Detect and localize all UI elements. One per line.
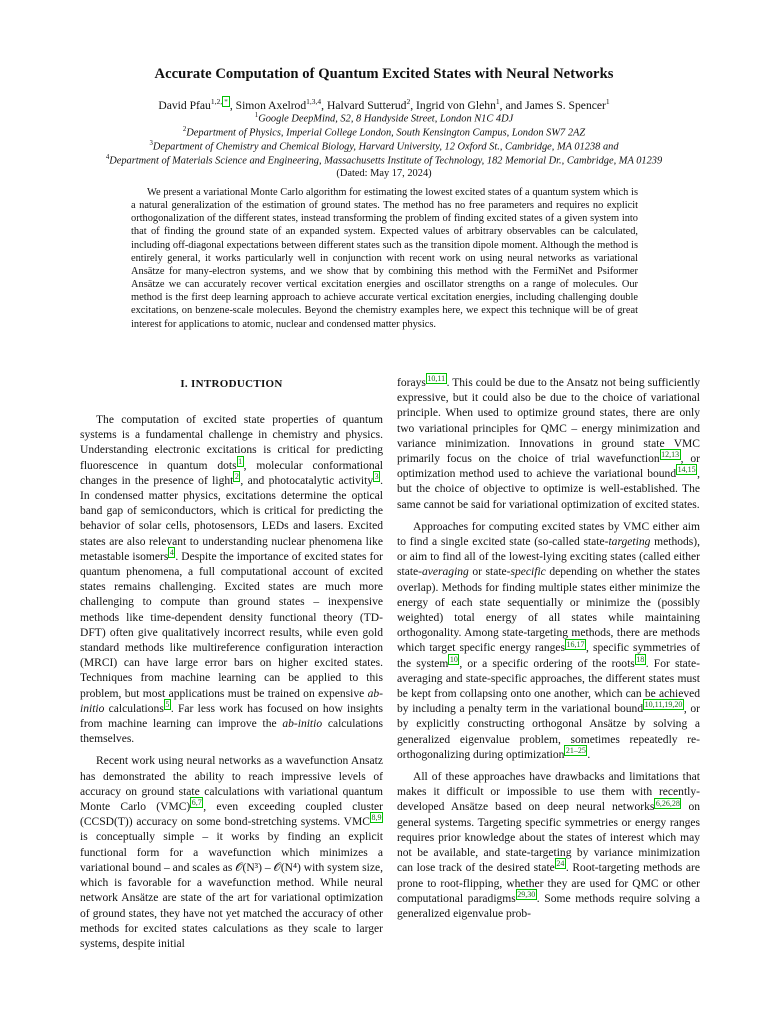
citation-link[interactable]: 1	[238, 456, 243, 466]
author-list	[0, 97, 768, 112]
citation-link[interactable]: 6,26,28	[655, 798, 680, 808]
citation-link[interactable]: 10	[449, 654, 458, 664]
abstract: We present a variational Monte Carlo algorithm for estimating the lowest excited states of a quantum system which is a natural generalization of the estimation of ground states. The method has no free parameters and requires no explicit orthogonalization of the different states, instead transforming the problem of finding excited states of a given system into that of finding the ground state of an expanded system. Expected values of arbitrary observables can be calculated, including off-diagonal expectations between different states such as the transition dipole moment. Although the method is entirely general, it works particularly well in conjunction with recent work on using neural networks as variational Ansätze for many-electron systems, and we show that by combining this method with the FermiNet and Psiformer Ansätze we can accurately recover vertical excitation energies and oscillator strengths on a range of molecules. Our method is the first deep learning approach to achieve accurate vertical excitation energies, including challenging double excitations, on benzene-scale molecules. Beyond the chemistry examples here, we expect this technique will be of great interest for applications to atomic, nuclear and condensed matter physics.	[131, 187, 638, 330]
author-affil-sup: 1	[605, 97, 610, 106]
citation-link[interactable]: 24	[556, 859, 565, 869]
citation-link[interactable]: 3	[374, 471, 379, 481]
author-affil-sup: 1,3,4	[306, 97, 322, 106]
author-affil-sup: 1,2,	[210, 97, 223, 106]
affiliation-text: Department of Chemistry and Chemical Biology, Harvard University, 12 Oxford St., Cambridge, MA 01238 and	[152, 141, 619, 153]
section-heading: I. INTRODUCTION	[180, 378, 283, 390]
author-name: David Pfau	[158, 98, 211, 112]
corresponding-author-link[interactable]: *	[224, 97, 228, 106]
citation-link[interactable]: 6,7	[191, 798, 202, 808]
citation-link[interactable]: 10,11,19,20	[644, 700, 683, 710]
affiliation-text: Department of Materials Science and Engineering, Massachusetts Institute of Technology, 182 Memorial Dr., Cambridge, MA 01239	[109, 155, 663, 167]
affiliation-number: 1	[254, 112, 259, 119]
author-affil-sup: 2	[406, 97, 411, 106]
citation-link[interactable]: 14,15	[677, 465, 696, 475]
paragraph: Approaches for computing excited states by VMC either aim to find a single excited state (so-called state-targeting methods), or aim to find all of the lowest-lying exciting states (called either state-averaging or state-specific depending on whether the states overlap). Methods for finding multiple states either minimize the energy of each state sequentially or minimize the (possibly weighted) total energy of all states while maintaining orthogonality. Among state-targeting methods, there are methods which target specific energy ranges $^{16,17}$ , specific symmetries of the system $^{10}$ , or a specific ordering of the roots $^{18}$ . For state-averaging and state-specific approaches, the different states must be kept from collapsing onto one another, which can be achieved by including a penalty term in the variational bound $^{10,11,19,20}$ , or by explicitly constructing orthogonal Ansätze by solving a generalized eigenvalue problem, sometimes repeatedly re-orthogonalizing during optimization $^{21-25}$ .	[397, 520, 700, 761]
paragraph: All of these approaches have drawbacks and limitations that makes it difficult or impossible to use them with recently-developed Ansätze based on deep neural networks $^{6,26,28}$ on general systems. Targeting specific symmetries or energy ranges requires prior knowledge about the states of interest which may not be available, and state-targeting by variance minimization can lose track of the desired state $^{24}$ . Root-targeting methods are prone to root-flipping, whether they are used for QMC or other computational paradigms $^{29,30}$ . Some methods require solving a generalized eigenvalue prob-	[397, 771, 701, 920]
affiliation-text: Department of Physics, Imperial College London, South Kensington Campus, London SW7 2AZ	[186, 127, 586, 139]
affiliation	[0, 140, 768, 152]
paragraph: forays $^{10,11}$ . This could be due to the Ansatz not being sufficiently expressive, but it could also be due to the choice of variational principle. When used to optimize ground states, there are only two variational principles for QMC – energy minimization and variance minimization. Innovations in ground state VMC primarily focus on the choice of trial wavefunction $^{12,13}$ , or optimization method used to achieve the variational bound $^{14,15}$ , but the choice of objective to optimize is well-established. The same cannot be said for variational optimization of excited states.	[397, 374, 700, 511]
citation-link[interactable]: 8,9	[371, 813, 382, 823]
citation-link[interactable]: 2	[234, 471, 239, 481]
affiliation	[0, 154, 768, 166]
affiliation	[0, 126, 768, 138]
author-name: , and James S. Spencer	[499, 98, 606, 112]
citation-link[interactable]: 10,11	[427, 374, 446, 384]
affiliation-number: 3	[149, 140, 153, 147]
affiliation-number: 2	[182, 126, 187, 133]
affiliation-text: Google DeepMind, S2, 8 Handyside Street, London N1C 4DJ	[258, 113, 514, 125]
left-column	[80, 413, 383, 952]
paragraph: Recent work using neural networks as a wavefunction Ansatz has demonstrated the ability to reach impressive levels of accuracy on ground state calculations with variational quantum Monte Carlo (VMC) $^{6,7}$ , even exceeding coupled cluster (CCSD(T)) accuracy on some bond-stretching systems. VMC $^{8,9}$ is conceptually simple – it works by finding an explicit functional form for a wavefunction which minimizes a variational bound – and scales as 𝒪(N³) – 𝒪(N⁴) with system size, which is favorable for a wavefunction method. While neural network Ansätze are state of the art for variational optimization of ground states, they have not yet matched the accuracy of other methods for excited states calculations as they scale to larger systems, despite initial	[80, 755, 383, 950]
citation-link[interactable]: 12,13	[661, 450, 680, 460]
paper-title: Accurate Computation of Quantum Excited States with Neural Networks	[154, 66, 614, 82]
paragraph: The computation of excited state properties of quantum systems is a fundamental challenge in chemistry and physics. Understanding electronic excitations is critical for predicting fluorescence in quantum dots $^1$ , molecular conformational changes in the presence of light $^2$ , and photocatalytic activity $^3$ . In condensed matter physics, excitations determine the optical band gap of semiconductors, which is critical for predicting the behavior of solar cells, photosensors, LEDs and lasers. Excited states are also relevant to understanding nuclear phenomena like metastable isomers $^4$ . Despite the importance of excited states for quantum phenomena, a full computational account of excited states remains challenging. Excited states are much more challenging to compute than ground states – inexpensive methods like time-dependent density functional theory (TD-DFT) often give qualitatively incorrect results, while even gold standard methods like multireference configuration interaction (MRCI) can have large error bars on higher excited states. Techniques from machine learning can be applied to this problem, but most applications must be trained on expensive ab-initio calculations $^5$ . Far less work has focused on how insights from machine learning can improve the ab-initio calculations themselves.	[80, 414, 383, 746]
citation-link[interactable]: 4	[169, 547, 174, 557]
right-column	[397, 376, 700, 922]
affiliation-number: 4	[105, 154, 110, 161]
citation-link[interactable]: 5	[165, 700, 170, 710]
dated-line: (Dated: May 17, 2024)	[336, 168, 432, 179]
author-affil-sup: 1	[495, 97, 500, 106]
citation-link[interactable]: 29,30	[517, 889, 536, 899]
author-name: , Ingrid von Glehn	[410, 98, 496, 112]
author-name: , Halvard Sutterud	[321, 98, 407, 112]
author-name: , Simon Axelrod	[229, 98, 307, 112]
citation-link[interactable]: 21–25	[565, 746, 586, 756]
citation-link[interactable]: 16,17	[566, 639, 585, 649]
affiliation	[0, 112, 768, 124]
citation-link[interactable]: 18	[636, 654, 645, 664]
